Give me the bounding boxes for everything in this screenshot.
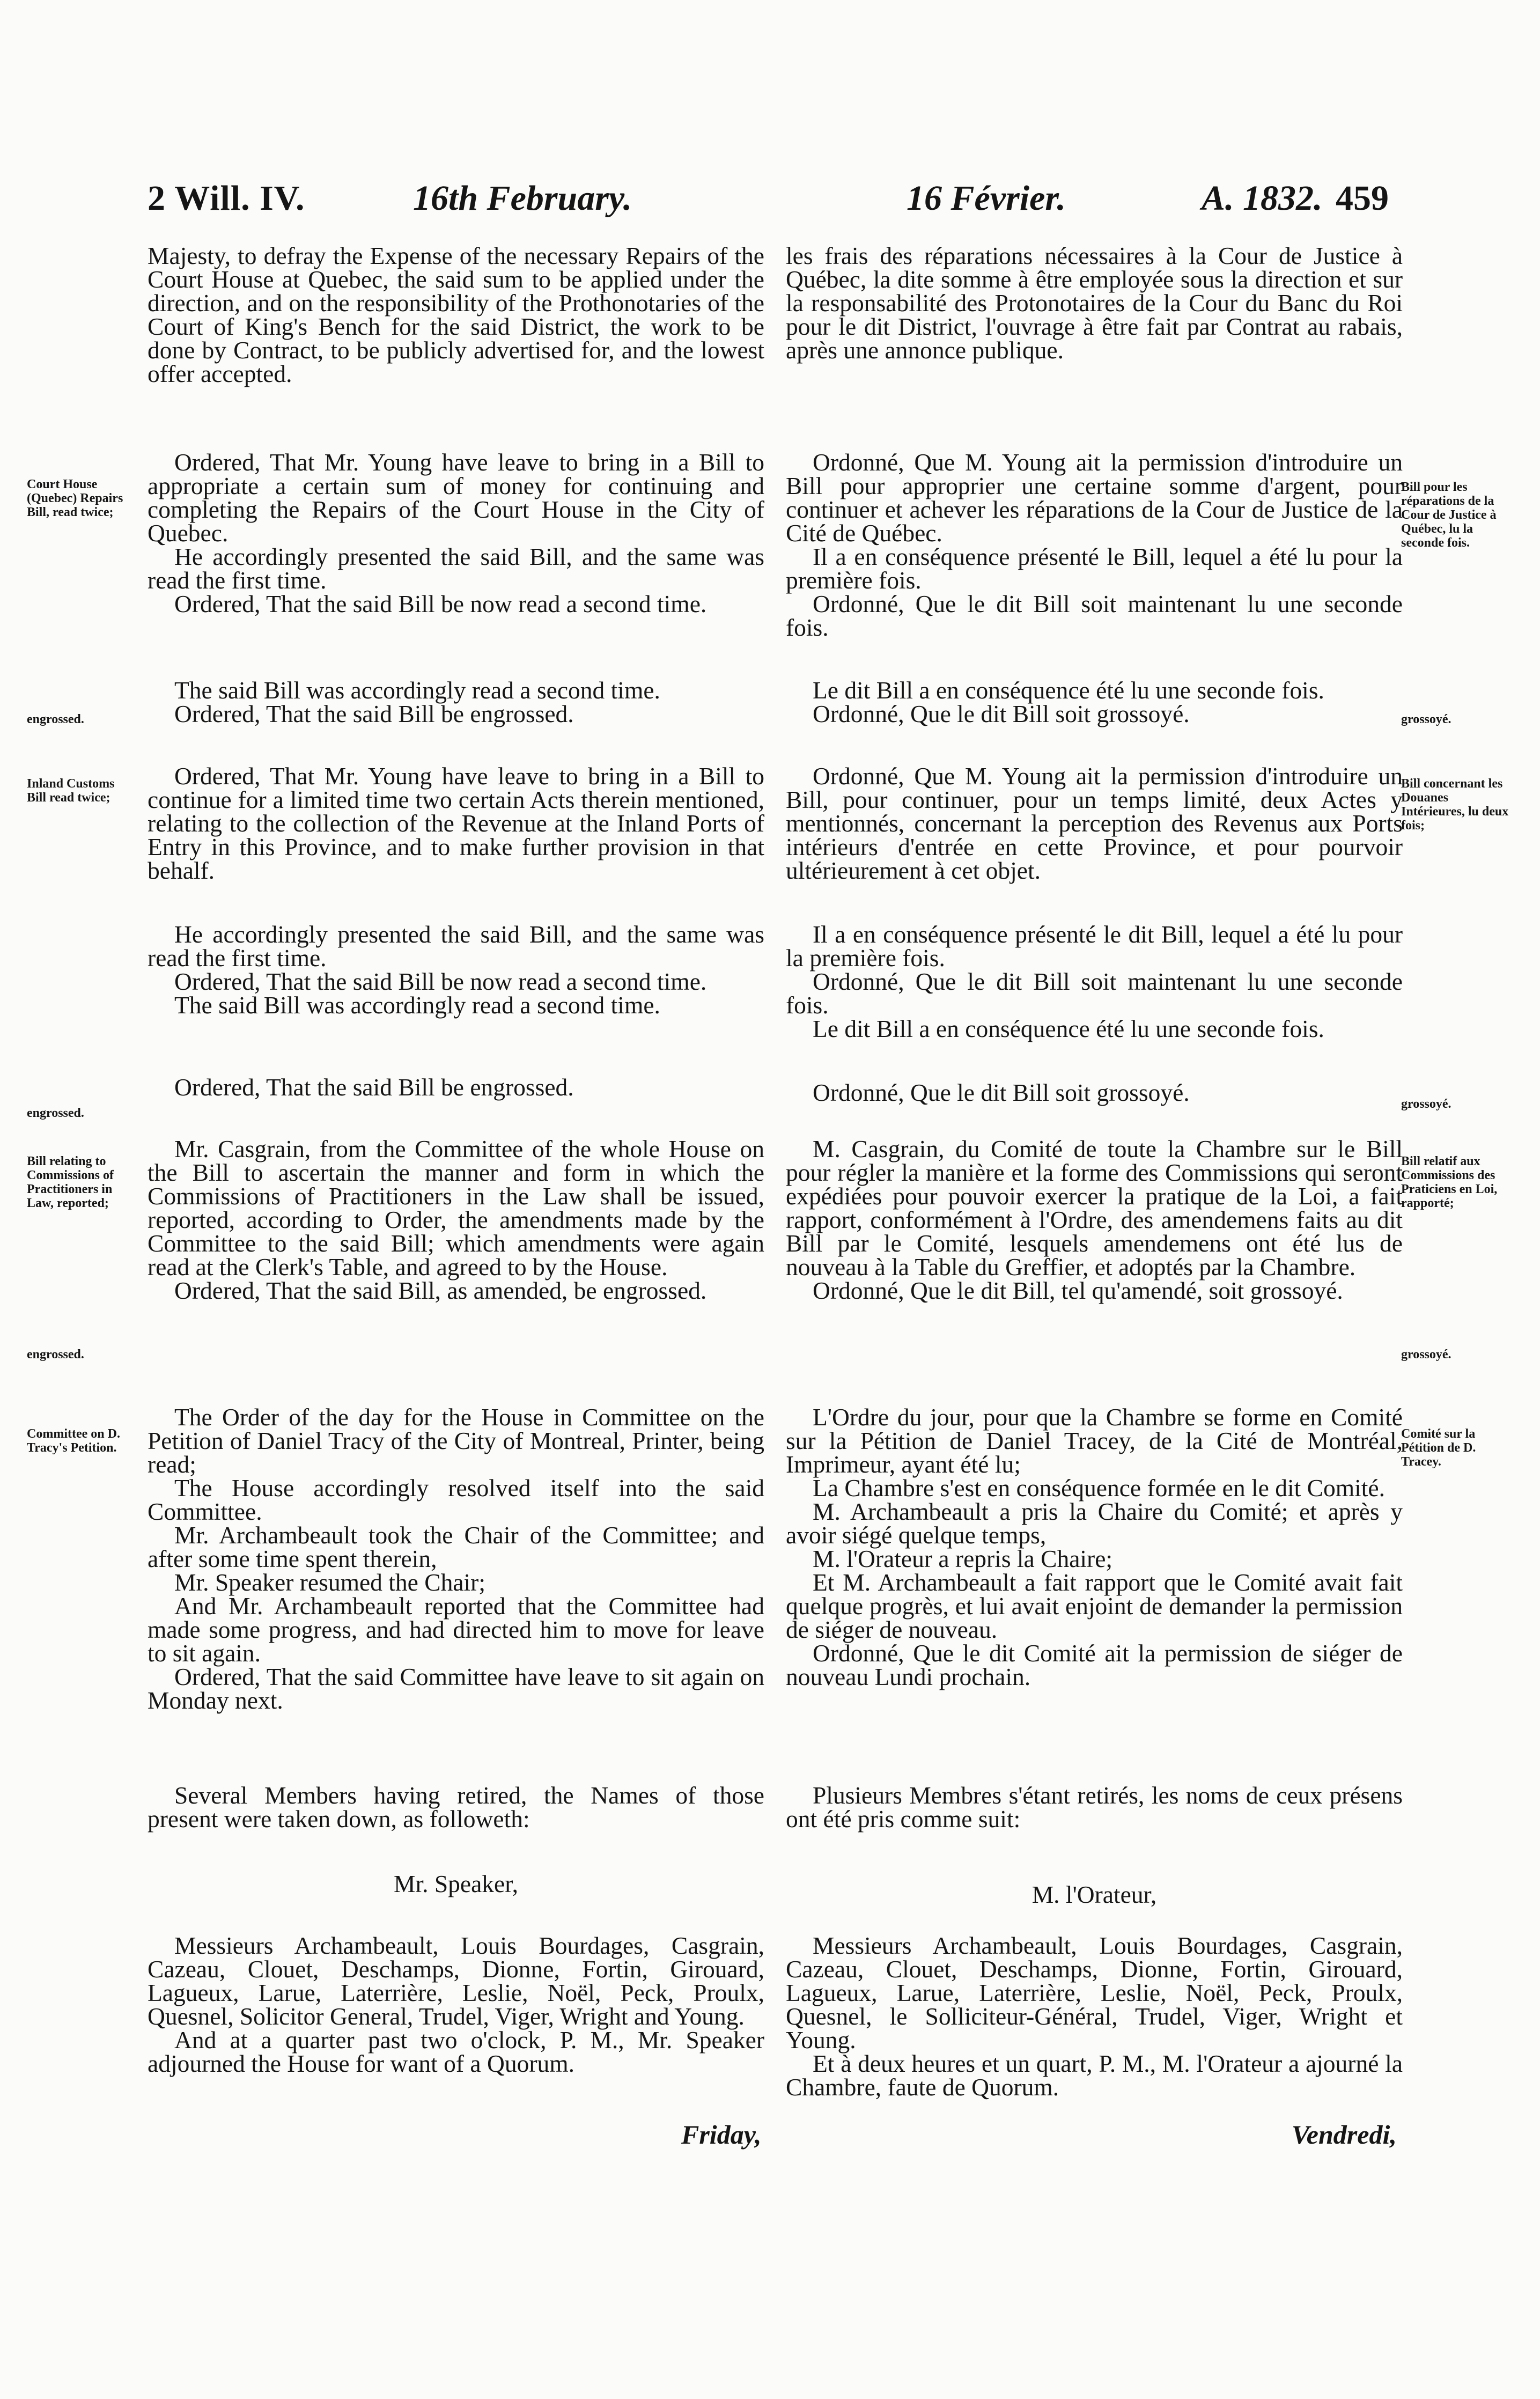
paragraph: Mr. Speaker resumed the Chair; xyxy=(174,1569,485,1596)
paragraph: Messieurs Archambeault, Louis Bourdages, Casgrain, Cazeau, Clouet, Deschamps, Dionne, Fortin, Girouard, Lagueux, Larue, Laterrière, Leslie, Noël, Peck, Proulx, Quesnel, Solicitor General, Trudel, Viger, Wright and Young. xyxy=(148,1932,764,2030)
paragraph: L'Ordre du jour, pour que la Chambre se forme en Comité sur la Pétition de Daniel Tracey, de la Cité de Montréal, Imprimeur, ayant été lu; xyxy=(786,1403,1403,1478)
paragraph-block xyxy=(786,676,1403,727)
paragraph: Ordonné, Que le dit Bill soit grossoyé. xyxy=(813,1079,1190,1106)
margin-note-grossoye: grossoyé. xyxy=(1401,1348,1451,1362)
paragraph: Ordered, That the said Bill be now read a second time. xyxy=(174,590,707,617)
paragraph: Several Members having retired, the Names of those present were taken down, as followeth: xyxy=(148,1782,764,1833)
paragraph-block xyxy=(786,764,1403,882)
paragraph: les frais des réparations nécessaires à la Cour de Justice à Québec, la dite somme à être employée sous la direction et sur la responsabilité des Protonotaires de la Cour du Banc du Roi pour le dit District, l'ouvrage à être fait par Contrat au rabais, après une annonce publique. xyxy=(786,242,1403,364)
paragraph: And at a quarter past two o'clock, P. M., Mr. Speaker adjourned the House for want of a Quorum. xyxy=(148,2026,764,2077)
paragraph: Ordonné, Que M. Young ait la permission d'introduire un Bill pour approprier une certaine somme d'argent, pour continuer et achever les réparations de la Cour de Justice de la Cité de Québec. xyxy=(786,448,1403,547)
margin-note-engrossed: engrossed. xyxy=(27,1106,84,1120)
paragraph-block xyxy=(148,1137,764,1302)
paragraph: He accordingly presented the said Bill, and the same was read the first time. xyxy=(148,921,764,972)
paragraph: M. Archambeault a pris la Chaire du Comité; et après y avoir siégé quelque temps, xyxy=(786,1498,1403,1549)
paragraph: Ordered, That the said Bill be engrossed. xyxy=(174,700,574,727)
paragraph-block xyxy=(148,1934,764,2076)
margin-note-grossoye: grossoyé. xyxy=(1401,1097,1451,1111)
paragraph-block xyxy=(786,923,1403,1041)
paragraph: Ordonné, Que le dit Comité ait la permission de siéger de nouveau Lundi prochain. xyxy=(786,1639,1403,1690)
year: A. 1832. xyxy=(1202,179,1323,218)
paragraph: Le dit Bill a en conséquence été lu une seconde fois. xyxy=(813,676,1324,704)
paragraph: La Chambre s'est en conséquence formée en le dit Comité. xyxy=(813,1474,1385,1502)
margin-note-engrossed: engrossed. xyxy=(27,712,84,726)
margin-note-tracy-petition: Committee on D. Tracy's Petition. xyxy=(27,1427,120,1455)
paragraph: Ordonné, Que M. Young ait la permission d'introduire un Bill, pour continuer, pour un temps limité, deux Actes y mentionnés, concernant la perception des Revenus aux Ports intérieurs d'entrée en cette Province, et pour pourvoir ultérieurement à cet objet. xyxy=(786,762,1403,884)
speaker-heading xyxy=(786,1883,1403,1907)
paragraph: Ordered, That Mr. Young have leave to bring in a Bill to continue for a limited time two certain Acts therein mentioned, relating to the collection of the Revenue at the Inland Ports of Entry in this Province, and to make further provision in that behalf. xyxy=(148,762,764,884)
margin-note-commissions-bill: Bill relating to Commissions of Practitioners in Law, reported; xyxy=(27,1154,114,1210)
paragraph: Plusieurs Membres s'étant retirés, les noms de ceux présens ont été pris comme suit: xyxy=(786,1782,1403,1833)
margin-note-tracy-petition-fr: Comité sur la Pétition de D. Tracey. xyxy=(1401,1427,1476,1469)
paragraph: Ordonné, Que le dit Bill, tel qu'amendé, soit grossoyé. xyxy=(813,1277,1343,1304)
paragraph-block xyxy=(786,1784,1403,1831)
paragraph: Ordered, That Mr. Young have leave to bring in a Bill to appropriate a certain sum of money for continuing and completing the Repairs of the Court House in the City of Quebec. xyxy=(148,448,764,547)
paragraph-block xyxy=(148,448,764,617)
margin-note-inland-customs-bill: Inland Customs Bill read twice; xyxy=(27,777,115,805)
paragraph-block xyxy=(148,676,764,727)
paragraph: Ordonné, Que le dit Bill soit grossoyé. xyxy=(813,700,1190,727)
paragraph: The said Bill was accordingly read a second time. xyxy=(174,991,660,1019)
paragraph-block xyxy=(786,1934,1403,2099)
paragraph-block xyxy=(786,1137,1403,1302)
paragraph: Mr. Casgrain, from the Committee of the whole House on the Bill to ascertain the manner and form in which the Commissions of Practitioners in the Law shall be issued, reported, according to Order, the amendments made by the Committee to the said Bill; which amendments were again read at the Clerk's Table, and agreed to by the House. xyxy=(148,1135,764,1281)
margin-note-court-house-bill-fr: Bill pour les réparations de la Cour de Justice à Québec, lu la seconde fois. xyxy=(1401,480,1497,550)
english-date: 16th February. xyxy=(413,179,632,218)
margin-note-engrossed: engrossed. xyxy=(27,1348,84,1362)
paragraph: Il a en conséquence présenté le Bill, lequel a été lu pour la première fois. xyxy=(786,543,1403,594)
paragraph-block xyxy=(148,1405,764,1712)
french-date: 16 Février. xyxy=(907,179,1066,218)
paragraph: He accordingly presented the said Bill, and the same was read the first time. xyxy=(148,543,764,594)
paragraph: Ordonné, Que le dit Bill soit maintenant lu une seconde fois. xyxy=(786,590,1403,641)
paragraph: M. Casgrain, du Comité de toute la Chambre sur le Bill pour régler la manière et la forme des Commissions qui seront expédiées pour pouvoir exercer la pratique de la Loi, a fait rapport, conformément à l'Ordre, des amendemens faits au dit Bill par le Comité, lesquels amendemens ont été lus de nouveau à la Table du Greffier, et adoptés par la Chambre. xyxy=(786,1135,1403,1281)
paragraph: Ordered, That the said Bill be now read a second time. xyxy=(174,968,707,995)
paragraph: The House accordingly resolved itself into the said Committee. xyxy=(148,1474,764,1525)
margin-note-grossoye: grossoyé. xyxy=(1401,712,1451,726)
margin-note-inland-customs-bill-fr: Bill concernant les Douanes Intérieures, lu deux fois; xyxy=(1401,777,1509,833)
paragraph-block xyxy=(786,1081,1403,1105)
paragraph: Ordered, That the said Bill, as amended, be engrossed. xyxy=(174,1277,707,1304)
paragraph: Ordered, That the said Committee have leave to sit again on Monday next. xyxy=(148,1663,764,1714)
paragraph-block xyxy=(148,923,764,1017)
margin-note-commissions-bill-fr: Bill relatif aux Commissions des Praticiens en Loi, rapporté; xyxy=(1401,1154,1498,1210)
speaker-heading xyxy=(148,1872,764,1896)
paragraph-block xyxy=(786,1405,1403,1689)
paragraph-block xyxy=(148,244,764,386)
paragraph-block xyxy=(148,1784,764,1831)
catchword: Friday, xyxy=(681,2120,762,2150)
paragraph: M. l'Orateur, xyxy=(1031,1881,1157,1908)
paragraph: The Order of the day for the House in Committee on the Petition of Daniel Tracy of the City of Montreal, Printer, being read; xyxy=(148,1403,764,1478)
paragraph: Ordonné, Que le dit Bill soit maintenant lu une seconde fois. xyxy=(786,968,1403,1019)
paragraph: M. l'Orateur a repris la Chaire; xyxy=(813,1545,1113,1572)
paragraph: Mr. Speaker, xyxy=(394,1870,518,1897)
catchword-fr: Vendredi, xyxy=(1292,2120,1397,2150)
paragraph-block xyxy=(786,244,1403,362)
paragraph: Et M. Archambeault a fait rapport que le Comité avait fait quelque progrès, et lui avait enjoint de demander la permission de siéger de nouveau. xyxy=(786,1569,1403,1643)
paragraph: Mr. Archambeault took the Chair of the Committee; and after some time spent therein, xyxy=(148,1521,764,1572)
regnal-year: 2 Will. IV. xyxy=(148,179,305,218)
paragraph-block xyxy=(786,448,1403,641)
paragraph: Ordered, That the said Bill be engrossed. xyxy=(174,1073,574,1101)
paragraph-block xyxy=(148,1073,764,1101)
paragraph: Messieurs Archambeault, Louis Bourdages, Casgrain, Cazeau, Clouet, Deschamps, Dionne, Fortin, Girouard, Lagueux, Larue, Laterrière, Leslie, Noël, Peck, Proulx, Quesnel, le Solliciteur-Général, Trudel, Viger, Wright et Young. xyxy=(786,1932,1403,2054)
margin-note-court-house-bill: Court House (Quebec) Repairs Bill, read twice; xyxy=(27,477,123,519)
paragraph: Majesty, to defray the Expense of the necessary Repairs of the Court House at Quebec, the said sum to be applied under the direction, and on the responsibility of the Prothonotaries of the Court of King's Bench for the said District, the work to be done by Contract, to be publicly advertised for, and the lowest offer accepted. xyxy=(148,242,764,387)
paragraph: Le dit Bill a en conséquence été lu une seconde fois. xyxy=(813,1015,1324,1042)
paragraph-block xyxy=(148,764,764,882)
paragraph: And Mr. Archambeault reported that the Committee had made some progress, and had directed him to move for leave to sit again. xyxy=(148,1592,764,1667)
page-number: 459 xyxy=(1336,179,1389,218)
paragraph: The said Bill was accordingly read a second time. xyxy=(174,676,660,704)
paragraph: Et à deux heures et un quart, P. M., M. l'Orateur a ajourné la Chambre, faute de Quorum. xyxy=(786,2050,1403,2101)
paragraph: Il a en conséquence présenté le dit Bill, lequel a été lu pour la première fois. xyxy=(786,921,1403,972)
